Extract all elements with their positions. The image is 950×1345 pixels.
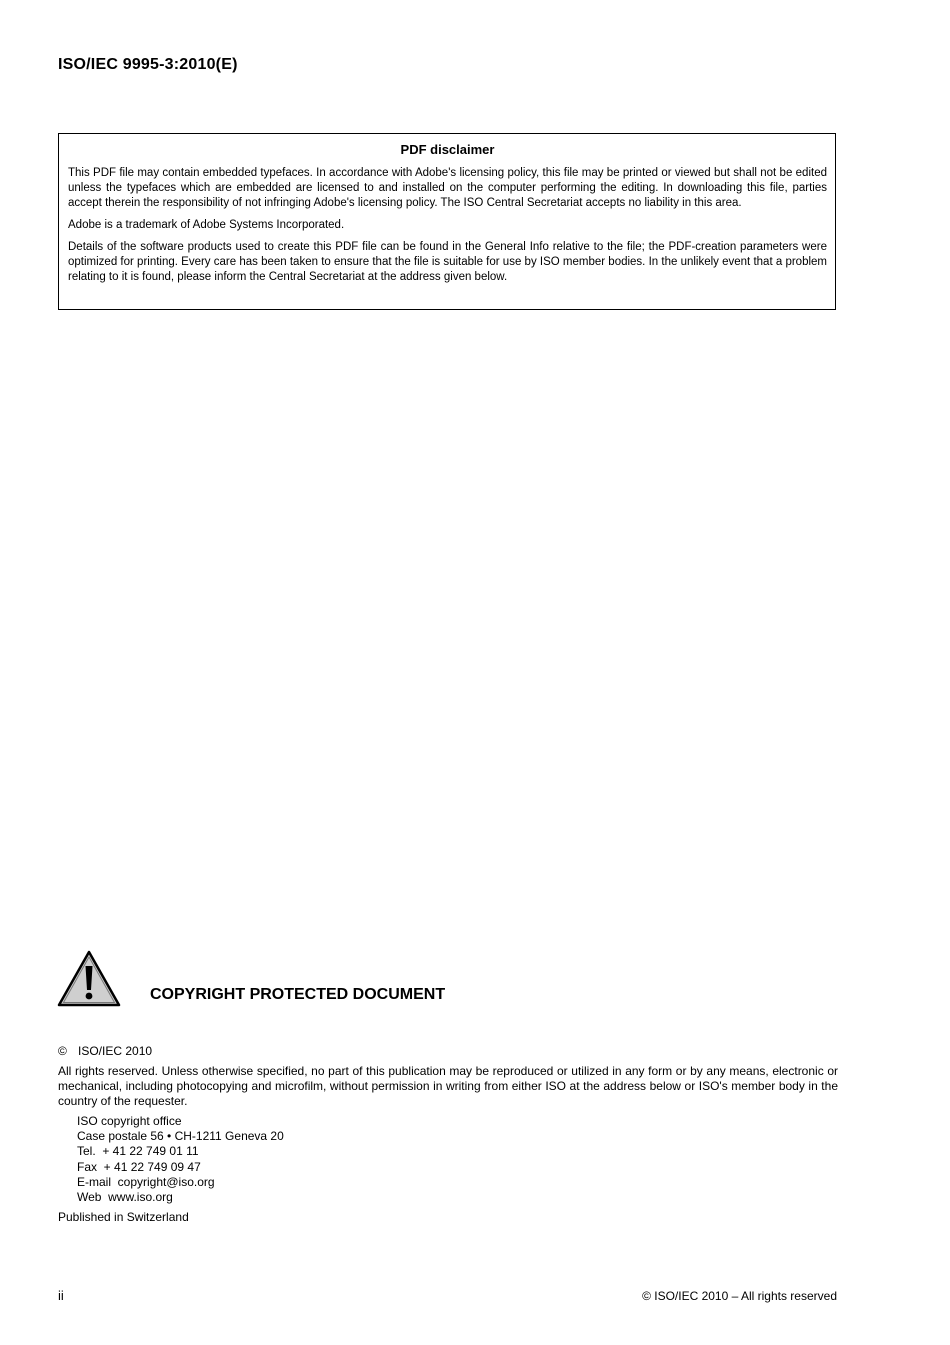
iso-address-block — [77, 1114, 284, 1205]
pdf-disclaimer-box — [58, 133, 836, 310]
disclaimer-paragraph: This PDF file may contain embedded typefaces. In accordance with Adobe's licensing policy, this file may be printed or viewed but shall not be edited unless the typefaces which are embedded are licensed to and installed on the computer performing the editing. In downloading this file, parties accept therein the responsibility of not infringing Adobe's licensing policy. The ISO Central Secretariat accepts no liability in this area. — [68, 167, 827, 209]
address-line: Tel. + 41 22 749 01 11 — [77, 1144, 199, 1159]
address-line: Fax + 41 22 749 09 47 — [77, 1159, 201, 1174]
disclaimer-paragraph: Adobe is a trademark of Adobe Systems Incorporated. — [68, 219, 345, 231]
page-number: ii — [58, 1288, 64, 1303]
disclaimer-title: PDF disclaimer — [400, 142, 495, 157]
rights-paragraph: All rights reserved. Unless otherwise specified, no part of this publication may be reproduced or utilized in any form or by any means, electronic or mechanical, including photocopying and microfilm, without permission in writing from either ISO at the address below or ISO's member body in the country of the requester. — [58, 1064, 838, 1108]
published-location: Published in Switzerland — [58, 1210, 189, 1224]
footer-rights: © ISO/IEC 2010 – All rights reserved — [642, 1289, 837, 1303]
copyright-symbol: © — [58, 1044, 67, 1058]
copyright-holder: ISO/IEC 2010 — [78, 1044, 153, 1058]
copyright-notice — [58, 1044, 152, 1058]
address-line: Web www.iso.org — [77, 1190, 173, 1205]
copyright-title: COPYRIGHT PROTECTED DOCUMENT — [150, 986, 446, 1003]
address-line: Case postale 56 • CH-1211 Geneva 20 — [77, 1129, 284, 1144]
disclaimer-paragraph: Details of the software products used to create this PDF file can be found in the General Info relative to the file; the PDF-creation parameters were optimized for printing. Every care has been taken to ensure that the file is suitable for use by ISO member bodies. In the unlikely event that a problem relating to it is found, please inform the Central Secretariat at the address given below. — [68, 241, 827, 283]
address-line: ISO copyright office — [77, 1114, 182, 1128]
address-line: E-mail copyright@iso.org — [77, 1174, 215, 1189]
document-id: ISO/IEC 9995-3:2010(E) — [58, 56, 238, 73]
warning-triangle-icon — [57, 950, 121, 1008]
